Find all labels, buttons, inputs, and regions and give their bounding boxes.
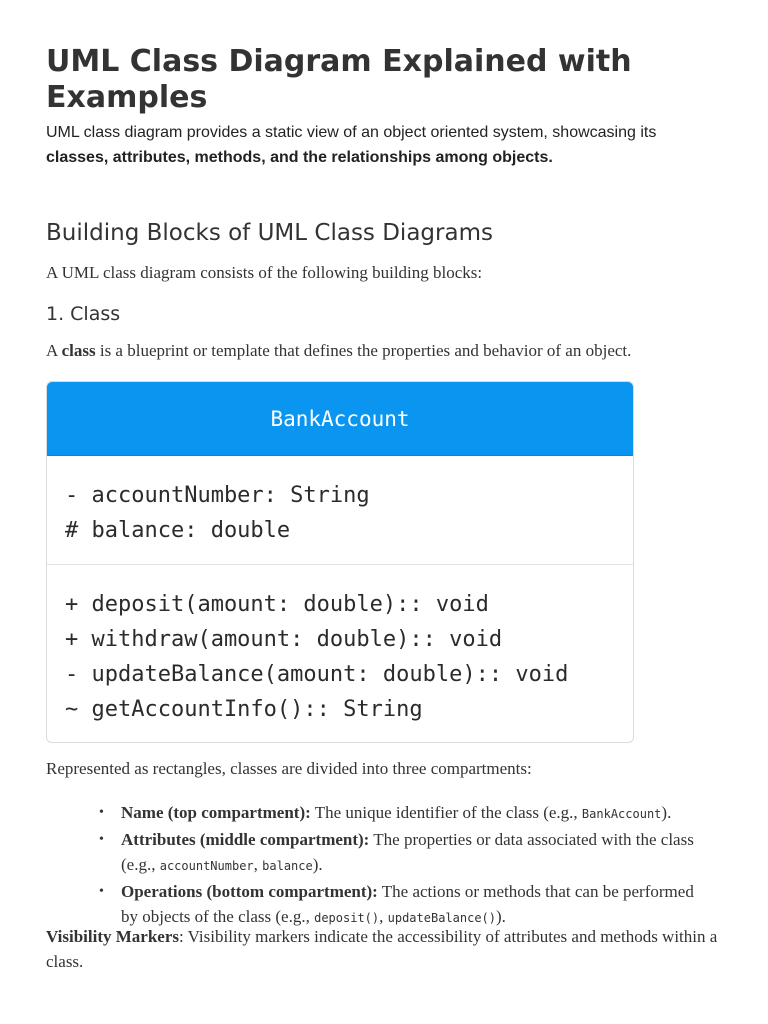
code-snippet: deposit() xyxy=(314,911,380,925)
uml-operation: - updateBalance(amount: double):: void xyxy=(65,662,569,687)
class-definition-pre: A xyxy=(46,341,62,360)
class-definition xyxy=(46,338,631,363)
uml-attributes-compartment xyxy=(47,456,633,565)
visibility-paragraph xyxy=(46,924,726,974)
code-snippet: accountNumber xyxy=(159,859,254,873)
uml-operations-compartment xyxy=(47,565,633,727)
intro-text: UML class diagram provides a static view of an object oriented system, showcasing its xyxy=(46,124,657,141)
uml-operation: + deposit(amount: double):: void xyxy=(65,592,489,617)
intro-bold-text: classes, attributes, methods, and the relationships among objects. xyxy=(46,149,553,166)
uml-operation: ~ getAccountInfo():: String xyxy=(65,697,423,722)
list-item-label: Operations (bottom compartment): xyxy=(121,882,378,901)
list-item-sep: , xyxy=(253,855,263,874)
uml-attribute: # balance: double xyxy=(65,518,291,543)
list-item-sep: , xyxy=(379,907,388,926)
uml-operation: + withdraw(amount: double):: void xyxy=(65,627,503,652)
page-title: UML Class Diagram Explained with Examples xyxy=(46,44,632,115)
list-item-text: The actions or methods that can be performed by objects of the class (e.g., xyxy=(121,882,694,926)
list-item-text: The properties or data associated with the class (e.g., xyxy=(121,830,694,874)
list-item-end: ). xyxy=(312,855,323,874)
section-heading: Building Blocks of UML Class Diagrams xyxy=(46,220,493,246)
compartments-lead: Represented as rectangles, classes are divided into three compartments: xyxy=(46,759,532,778)
list-item-label: Name (top compartment): xyxy=(121,803,311,822)
article xyxy=(46,44,726,971)
subsection-heading: 1. Class xyxy=(46,303,121,325)
visibility-label: Visibility Markers xyxy=(46,927,179,946)
class-definition-bold: class xyxy=(61,341,96,360)
code-snippet: BankAccount xyxy=(581,807,662,821)
class-definition-post: is a blueprint or template that defines the properties and behavior of an object. xyxy=(95,341,632,360)
code-snippet: updateBalance() xyxy=(387,911,496,925)
list-item xyxy=(121,800,711,827)
code-snippet: balance xyxy=(262,859,313,873)
uml-class-name: BankAccount xyxy=(47,382,633,456)
visibility-text: : Visibility markers indicate the accessibility of attributes and methods within a class. xyxy=(46,927,718,971)
list-item-text: The unique identifier of the class (e.g., xyxy=(310,803,582,822)
section-lead: A UML class diagram consists of the following building blocks: xyxy=(46,263,483,282)
list-item xyxy=(121,827,711,879)
list-item-end: ). xyxy=(661,803,672,822)
compartments-list xyxy=(46,800,711,931)
uml-class-box xyxy=(46,381,634,743)
list-item-end: ). xyxy=(496,907,506,926)
list-item-label: Attributes (middle compartment): xyxy=(121,830,370,849)
uml-attribute: - accountNumber: String xyxy=(65,483,370,508)
intro-paragraph xyxy=(46,120,676,170)
